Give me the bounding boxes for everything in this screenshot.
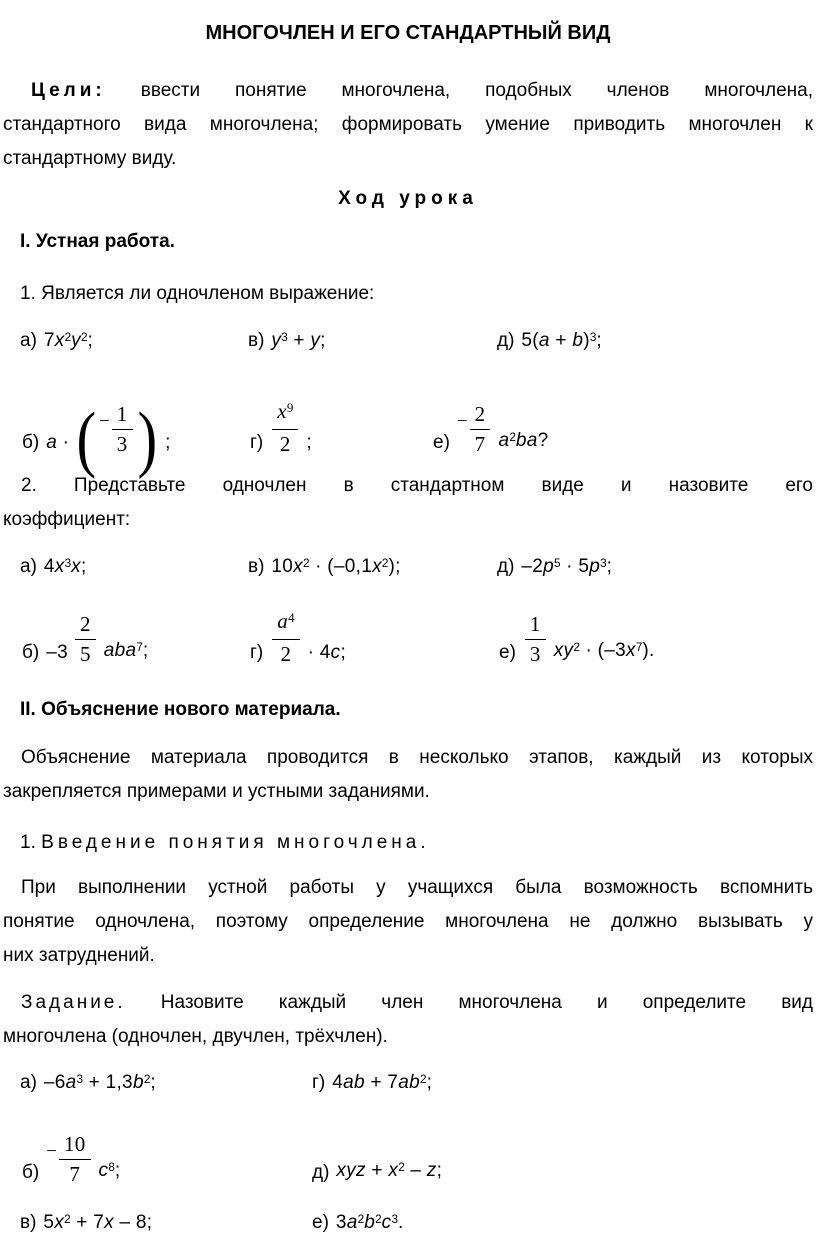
- formula: $3a^2b^2c^3$.: [335, 1212, 404, 1233]
- item-label: б): [22, 1162, 40, 1183]
- close-paren: ): [136, 398, 157, 480]
- document-title: МНОГОЧЛЕН И ЕГО СТАНДАРТНЫЙ ВИД: [205, 22, 611, 44]
- fraction-numerator: [75, 609, 96, 640]
- item-label: д): [497, 556, 515, 577]
- formula: $7x^2y^2$;: [43, 330, 94, 351]
- formula: $4x^3x$;: [43, 556, 87, 577]
- math-item: [22, 1129, 121, 1188]
- formula: 1: [529, 612, 541, 636]
- math-item: [248, 550, 401, 586]
- item-label: в): [20, 1212, 37, 1233]
- formula: 2: [79, 612, 91, 636]
- item-label: е): [312, 1212, 329, 1233]
- math-item: [497, 550, 612, 586]
- item-label: е): [433, 432, 450, 453]
- math-item: [312, 1206, 404, 1242]
- fraction-minus: −: [46, 1141, 57, 1162]
- note-line-2: понятие одночлена, поэтому определение многочлена не должно вызывать у: [3, 911, 813, 932]
- goals-line-3: стандартному виду.: [3, 148, 177, 169]
- formula: $xy^2 \cdot (-3x^7)$.: [553, 640, 655, 661]
- item-label: а): [20, 330, 37, 351]
- formula: aba$^7$;: [103, 640, 149, 661]
- fraction-minus: −: [456, 411, 468, 432]
- explanation-line-2: закрепляется примерами и устными заданиями.: [3, 781, 430, 802]
- fraction-denominator: [59, 1160, 91, 1188]
- formula: 5: [79, 642, 91, 666]
- fraction-numerator: [112, 399, 133, 430]
- fraction-denominator: [470, 430, 491, 458]
- item-label: г): [312, 1072, 326, 1093]
- math-item: [250, 606, 346, 668]
- fraction: [272, 396, 298, 458]
- task1-row-2: [0, 368, 816, 480]
- paragraph-note: [3, 871, 813, 973]
- heading-lesson-flow: Ход урока: [338, 188, 478, 209]
- item-label: б): [22, 642, 40, 663]
- goals-text-1: ввести понятие многочлена, подобных членов многочлена,: [140, 80, 813, 101]
- assignment-row-3: [0, 1206, 816, 1250]
- math-item: [20, 1066, 156, 1102]
- open-paren: (: [76, 398, 97, 480]
- formula: 3: [529, 642, 541, 666]
- formula: $4ab + 7ab^2$;: [332, 1072, 433, 1093]
- goals-line-1: [3, 74, 813, 108]
- fraction: [59, 1129, 91, 1188]
- formula: ;: [306, 432, 312, 453]
- assignment-label: Задание.: [21, 992, 126, 1013]
- formula: 3: [116, 432, 128, 456]
- formula: a ·: [46, 432, 70, 453]
- formula: $10x^2 \cdot (-0,1x^2)$;: [271, 556, 401, 577]
- fraction-numerator: [59, 1129, 91, 1160]
- formula: 7: [474, 432, 486, 456]
- formula: 1: [116, 402, 128, 426]
- note-line-1: При выполнении устной работы у учащихся была возможность вспомнить: [21, 877, 813, 898]
- formula: $5(a + b)^3$;: [521, 330, 603, 351]
- task2-line-2: коэффициент:: [3, 509, 131, 530]
- fraction-numerator: [470, 399, 491, 430]
- formula: 7: [69, 1162, 81, 1186]
- item-label: г): [250, 642, 264, 663]
- math-item: [22, 398, 171, 480]
- fraction-denominator: [525, 640, 546, 668]
- fraction: [272, 606, 299, 668]
- fraction: [75, 609, 96, 668]
- math-item: [20, 1206, 152, 1242]
- formula: $-6a^3 + 1,3b^2$;: [43, 1072, 156, 1093]
- fraction-numerator: [272, 396, 298, 430]
- item-label: д): [312, 1162, 330, 1183]
- assignment-line-2: многочлена (одночлен, двучлен, трёхчлен).: [3, 1026, 388, 1047]
- assignment-row-1: [0, 1066, 816, 1110]
- heading-step-1: [20, 832, 430, 854]
- fraction: [112, 399, 133, 458]
- math-item: [433, 399, 548, 458]
- fraction-denominator: [112, 430, 133, 458]
- fraction-minus: −: [98, 411, 110, 432]
- math-item: [312, 1156, 442, 1188]
- explanation-line-1: Объяснение материала проводится в несколько этапов, каждый из которых: [21, 747, 813, 768]
- heading-section-1: I. Устная работа.: [20, 231, 175, 252]
- item-label: в): [248, 556, 265, 577]
- math-item: [499, 609, 655, 668]
- paragraph-explanation: [3, 741, 813, 809]
- formula: $x^9$: [277, 399, 294, 423]
- item-label: в): [248, 330, 265, 351]
- assignment-line-1: [3, 986, 813, 1020]
- fraction-numerator: [272, 606, 299, 640]
- note-line-3: них затруднений.: [3, 945, 155, 966]
- paragraph-task2: [3, 469, 813, 537]
- math-item: [248, 324, 326, 360]
- fraction: [470, 399, 491, 458]
- task2-row-2: [0, 592, 816, 668]
- goals-label: Цели:: [31, 80, 106, 101]
- item-label: а): [20, 1072, 37, 1093]
- fraction-numerator: [525, 609, 546, 640]
- formula: xyz + $x^2$ – z;: [336, 1160, 443, 1181]
- task2-line-1: 2. Представьте одночлен в стандартном виде и назовите его: [21, 475, 813, 496]
- task2-row-1: [0, 550, 816, 594]
- item-label: б): [22, 432, 40, 453]
- math-item: [22, 609, 149, 668]
- step1-title: Введение понятия многочлена.: [41, 832, 430, 853]
- step1-prefix: 1.: [20, 832, 36, 853]
- paragraph-assignment: [3, 986, 813, 1054]
- assignment-row-2: [0, 1108, 816, 1188]
- paragraph-goals: [3, 74, 813, 176]
- formula: $c^8$;: [98, 1160, 121, 1181]
- formula: $5x^2 + 7x - 8$;: [43, 1212, 153, 1233]
- formula: · 4c;: [307, 642, 347, 663]
- formula: $-2p^5 \cdot 5p^3$;: [521, 556, 613, 577]
- heading-section-2: II. Объяснение нового материала.: [20, 699, 341, 720]
- fraction-denominator: [75, 640, 96, 668]
- formula: $a^2ba$?: [498, 430, 549, 451]
- fraction-denominator: [272, 640, 299, 668]
- formula: 2: [279, 432, 291, 456]
- item-label: е): [499, 642, 516, 663]
- formula: 10: [63, 1132, 86, 1156]
- goals-line-2: стандартного вида многочлена; формировать умение приводить многочлен к: [3, 114, 813, 135]
- task1-row-1: [0, 324, 816, 368]
- assignment-text-1: Назовите каждый член многочлена и определите вид: [160, 992, 813, 1013]
- task1-intro: 1. Является ли одночленом выражение:: [20, 283, 375, 304]
- math-item: [20, 324, 93, 360]
- formula: 2: [280, 642, 292, 666]
- formula: ;: [165, 432, 171, 453]
- math-item: [20, 550, 87, 586]
- math-item: [250, 396, 312, 458]
- math-item: [312, 1066, 432, 1102]
- math-item: [497, 324, 602, 360]
- fraction-denominator: [272, 430, 298, 458]
- item-label: г): [250, 432, 264, 453]
- formula: 2: [474, 402, 486, 426]
- item-label: д): [497, 330, 515, 351]
- formula: –3: [46, 642, 68, 663]
- item-label: а): [20, 556, 37, 577]
- fraction: [525, 609, 546, 668]
- formula: $y^3 + y$;: [271, 330, 326, 351]
- formula: $a^4$: [277, 609, 295, 633]
